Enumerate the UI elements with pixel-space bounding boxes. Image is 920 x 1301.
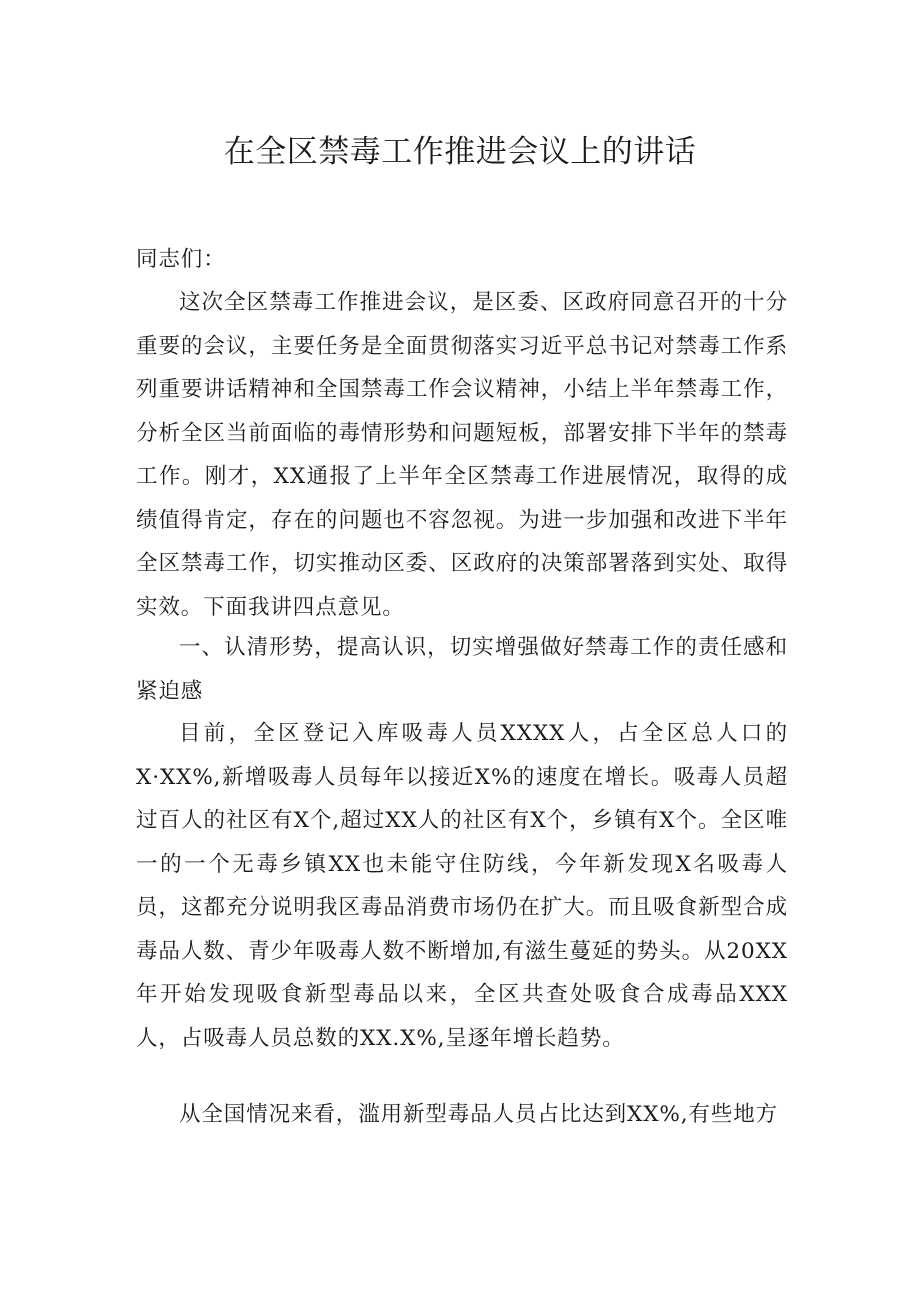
paragraph-situation: 目前，全区登记入库吸毒人员XXXX人，占全区总人口的X·XX%,新增吸毒人员每年以接近X%的速度在增长。吸毒人员超过百人的社区有X个,超过XX人的社区有X个，乡镇有X个。全区唯一的一个无毒乡镇XX也未能守住防线，今年新发现X名吸毒人员，这都充分说明我区毒品消费市场仍在扩大。而且吸食新型合成毒品人数、青少年吸毒人数不断增加,有滋生蔓延的势头。从20XX年开始发现吸食新型毒品以来，全区共查处吸食合成毒品XXX人，占吸毒人员总数的XX.X%,呈逐年增长趋势。 (136, 721, 788, 1051)
paragraph-national: 从全国情况来看，滥用新型毒品人员占比达到XX%,有些地方 (179, 1102, 779, 1127)
document-title: 在全区禁毒工作推进会议上的讲话 (223, 134, 697, 170)
section-heading-1: 一、认清形势，提高认识，切实增强做好禁毒工作的责任感和紧迫感 (136, 635, 788, 704)
paragraph-intro: 这次全区禁毒工作推进会议，是区委、区政府同意召开的十分重要的会议，主要任务是全面贯彻落实习近平总书记对禁毒工作系列重要讲话精神和全国禁毒工作会议精神，小结上半年禁毒工作，分析全区当前面临的毒情形势和问题短板，部署安排下半年的禁毒工作。刚才，XX通报了上半年全区禁毒工作进展情况，取得的成绩值得肯定，存在的问题也不容忽视。为进一步加强和改进下半年全区禁毒工作，切实推动区委、区政府的决策部署落到实处、取得实效。下面我讲四点意见。 (136, 290, 788, 620)
salutation: 同志们： (136, 247, 226, 272)
